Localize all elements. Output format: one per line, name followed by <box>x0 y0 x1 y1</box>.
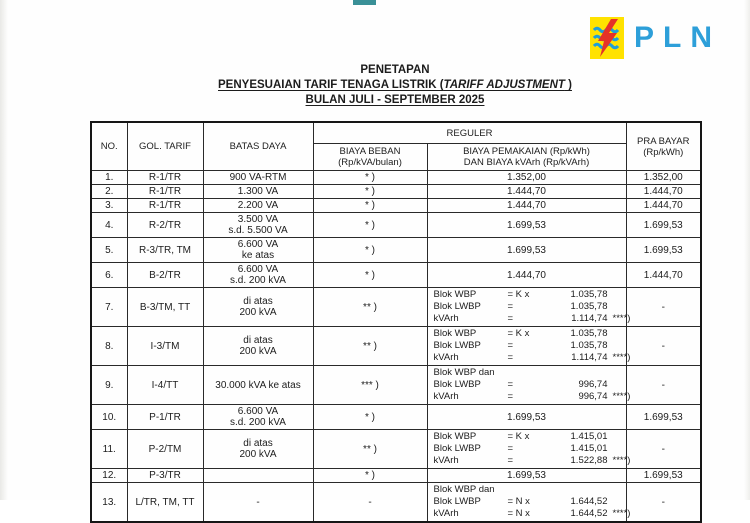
table-row <box>91 469 701 483</box>
blok-value: 1.035,78 <box>570 328 608 339</box>
header-biaya-pemakaian-line2: DAN BIAYA kVArh (Rp/kVArh) <box>463 157 590 168</box>
table-row <box>91 199 701 213</box>
blok-note: ****) <box>612 455 631 466</box>
blok-value: 1.035,78 <box>570 340 608 351</box>
cell-batas-daya <box>203 430 313 469</box>
tariff-table <box>90 121 702 523</box>
cell-batas-daya <box>203 327 313 366</box>
cell-no: 10. <box>91 405 127 430</box>
header-biaya-beban-line2: (Rp/kVA/bulan) <box>338 157 402 168</box>
cell-biaya-pemakaian <box>427 483 631 523</box>
blok-operator: = <box>507 301 514 312</box>
cell-batas-daya <box>203 263 313 288</box>
cell-no: 11. <box>91 430 127 469</box>
blok-operator <box>508 484 550 496</box>
batas-daya-line: di atas <box>243 438 273 449</box>
batas-daya-line <box>206 470 311 481</box>
blok-operator: = <box>507 313 514 324</box>
blok-operator: = <box>507 391 514 402</box>
cell-gol-tarif: R-1/TR <box>127 171 203 185</box>
scan-edge-left <box>0 0 8 500</box>
blok-operator <box>508 367 550 379</box>
batas-daya-line: s.d. 200 kVA <box>230 275 286 286</box>
blok-tarif-line <box>434 301 624 313</box>
cell-batas-daya <box>203 469 313 483</box>
blok-value: 996,74 <box>578 379 608 390</box>
cell-biaya-beban: * ) <box>313 199 427 213</box>
title-line-1: PENETAPAN <box>360 64 430 76</box>
cell-pra-bayar: 1.699,53 <box>626 405 701 430</box>
batas-daya-line: 6.600 VA <box>237 264 279 275</box>
cell-no: 3. <box>91 199 127 213</box>
title-line-2-italic: TARIFF ADJUSTMENT <box>443 79 565 91</box>
cell-no: 2. <box>91 185 127 199</box>
blok-value: 1.035,78 <box>570 301 608 312</box>
cell-biaya-pemakaian <box>427 327 631 366</box>
title-line-2 <box>90 78 700 93</box>
cell-no: 8. <box>91 327 127 366</box>
document-title-block <box>90 63 700 108</box>
cell-batas-daya <box>203 199 313 213</box>
cell-pra-bayar: - <box>626 366 701 405</box>
blok-operator: = <box>507 352 514 363</box>
blok-label: Blok WBP dan <box>433 367 495 378</box>
table-row <box>91 185 701 199</box>
blok-note: ****) <box>612 391 631 402</box>
pln-logo <box>590 17 721 59</box>
cell-batas-daya <box>203 405 313 430</box>
blok-operator: = K x <box>507 289 530 300</box>
table-row <box>91 171 701 185</box>
batas-daya-line: 6.600 VA <box>237 406 279 417</box>
batas-daya-line: s.d. 5.500 VA <box>228 225 288 236</box>
cell-batas-daya <box>203 171 313 185</box>
cell-pra-bayar: 1.699,53 <box>626 213 701 238</box>
blok-label: Blok LWBP <box>433 301 481 312</box>
batas-daya-line: 200 kVA <box>239 346 277 357</box>
blok-label: Blok LWBP <box>433 379 481 390</box>
cell-pra-bayar: 1.444,70 <box>626 263 701 288</box>
blok-tarif-line <box>434 328 624 340</box>
blok-label: Blok WBP <box>433 431 477 442</box>
batas-daya-line: 6.600 VA <box>237 239 279 250</box>
blok-operator: = N x <box>507 508 530 519</box>
table-row <box>91 288 701 327</box>
header-biaya-pemakaian-line1: BIAYA PEMAKAIAN (Rp/kWh) <box>463 146 590 157</box>
cell-biaya-beban: * ) <box>313 213 427 238</box>
cell-gol-tarif: I-4/TT <box>127 366 203 405</box>
title-line-2-suffix: ) <box>564 79 572 91</box>
blok-operator: = K x <box>507 328 530 339</box>
cell-biaya-pemakaian <box>427 366 631 405</box>
blok-tarif-line <box>434 289 624 301</box>
header-biaya-beban-line1: BIAYA BEBAN <box>339 146 401 157</box>
cell-biaya-beban: * ) <box>313 263 427 288</box>
cell-batas-daya <box>203 366 313 405</box>
blok-tarif-line <box>433 391 631 403</box>
blok-tarif-line <box>433 508 631 520</box>
blok-tarif-line <box>433 313 631 325</box>
cell-biaya-beban: * ) <box>313 171 427 185</box>
cell-no: 6. <box>91 263 127 288</box>
cell-no: 12. <box>91 469 127 483</box>
cell-gol-tarif: R-1/TR <box>127 185 203 199</box>
blok-value: 1.644,52 <box>570 508 608 519</box>
tariff-table-header <box>91 122 701 171</box>
cell-biaya-pemakaian <box>427 430 631 469</box>
blok-label: Blok WBP <box>433 289 477 300</box>
cell-pra-bayar: 1.699,53 <box>626 238 701 263</box>
title-line-3: BULAN JULI - SEPTEMBER 2025 <box>305 94 485 106</box>
header-reguler: REGULER <box>313 122 626 144</box>
cell-batas-daya <box>203 213 313 238</box>
batas-daya-line: 30.000 kVA ke atas <box>215 379 301 391</box>
cell-pra-bayar: 1.352,00 <box>626 171 701 185</box>
cell-pra-bayar: 1.444,70 <box>626 199 701 213</box>
batas-daya-line: s.d. 200 kVA <box>230 417 286 428</box>
pln-logo-icon <box>590 17 624 59</box>
blok-label: kVArh <box>433 508 459 519</box>
batas-daya-line: di atas <box>243 296 273 307</box>
cell-biaya-pemakaian: 1.352,00 <box>427 171 626 185</box>
batas-daya-line: - <box>256 496 260 508</box>
batas-daya-line: 1.300 VA <box>237 186 279 197</box>
table-row <box>91 366 701 405</box>
blok-operator: = <box>507 340 514 351</box>
cell-pra-bayar: - <box>626 288 701 327</box>
batas-daya-line: 900 VA-RTM <box>229 172 287 183</box>
blok-tarif-line <box>434 340 624 352</box>
table-row <box>91 483 701 523</box>
blok-note: ****) <box>612 352 631 363</box>
blok-note: ****) <box>612 313 631 324</box>
blok-value: 1.114,74 <box>571 352 608 363</box>
cell-no: 13. <box>91 483 127 523</box>
batas-daya-line: 200 kVA <box>239 449 277 460</box>
cell-biaya-beban: *** ) <box>313 366 427 405</box>
blok-value: 1.644,52 <box>570 496 608 507</box>
cell-pra-bayar: - <box>626 327 701 366</box>
header-biaya-pemakaian <box>427 144 626 171</box>
blok-label: kVArh <box>433 313 459 324</box>
blok-tarif-line <box>434 496 624 508</box>
batas-daya-line: ke atas <box>241 250 275 261</box>
blok-label: Blok LWBP <box>433 340 481 351</box>
cell-biaya-beban: * ) <box>313 405 427 430</box>
blok-value: 1.415,01 <box>570 443 608 454</box>
header-gol-tarif: GOL. TARIF <box>127 122 203 171</box>
pln-logo-text: PLN <box>634 21 721 54</box>
header-pra-bayar-line2: (Rp/kWh) <box>643 146 684 158</box>
blok-tarif-line <box>433 455 631 467</box>
cell-no: 4. <box>91 213 127 238</box>
cell-biaya-pemakaian: 1.699,53 <box>427 213 626 238</box>
blok-tarif-line <box>434 367 624 379</box>
cell-gol-tarif: R-3/TR, TM <box>127 238 203 263</box>
cell-biaya-pemakaian: 1.699,53 <box>427 469 626 483</box>
cell-no: 5. <box>91 238 127 263</box>
cell-batas-daya <box>203 238 313 263</box>
cell-biaya-pemakaian: 1.699,53 <box>427 405 626 430</box>
cell-gol-tarif: P-1/TR <box>127 405 203 430</box>
blok-operator: = <box>507 443 514 454</box>
cell-gol-tarif: R-2/TR <box>127 213 203 238</box>
blok-tarif-line <box>434 431 624 443</box>
lightning-waves-icon <box>590 17 624 59</box>
batas-daya-line: 200 kVA <box>239 307 277 318</box>
cell-biaya-pemakaian: 1.444,70 <box>427 263 626 288</box>
cell-biaya-beban: ** ) <box>313 327 427 366</box>
cell-gol-tarif: L/TR, TM, TT <box>127 483 203 523</box>
cell-gol-tarif: R-1/TR <box>127 199 203 213</box>
cell-pra-bayar: - <box>626 430 701 469</box>
table-row <box>91 238 701 263</box>
blok-operator: = K x <box>507 431 530 442</box>
blok-tarif-line <box>434 484 624 496</box>
scan-edge-right <box>744 0 750 500</box>
batas-daya-line: di atas <box>243 335 273 346</box>
blok-label: Blok LWBP <box>433 443 481 454</box>
cell-biaya-beban: - <box>313 483 427 523</box>
header-batas-daya: BATAS DAYA <box>203 122 313 171</box>
cell-biaya-beban: ** ) <box>313 430 427 469</box>
table-row <box>91 213 701 238</box>
cell-no: 1. <box>91 171 127 185</box>
cell-biaya-beban: * ) <box>313 469 427 483</box>
blok-operator: = <box>507 455 514 466</box>
cell-pra-bayar: - <box>626 483 701 523</box>
table-row <box>91 327 701 366</box>
blok-value: 996,74 <box>578 391 608 402</box>
cell-biaya-beban: ** ) <box>313 288 427 327</box>
cell-no: 7. <box>91 288 127 327</box>
blok-label: Blok WBP dan <box>433 484 495 495</box>
table-row <box>91 430 701 469</box>
blok-operator: = <box>507 379 514 390</box>
header-pra-bayar <box>626 122 701 171</box>
tariff-table-body <box>91 171 701 523</box>
cell-gol-tarif: B-2/TR <box>127 263 203 288</box>
cell-pra-bayar: 1.699,53 <box>626 469 701 483</box>
blok-value <box>550 367 608 379</box>
scan-artifact-mark <box>353 0 376 5</box>
blok-value: 1.522,88 <box>570 455 608 466</box>
cell-biaya-pemakaian: 1.699,53 <box>427 238 626 263</box>
blok-value: 1.415,01 <box>570 431 608 442</box>
blok-tarif-line <box>434 443 624 455</box>
cell-biaya-pemakaian <box>427 288 631 327</box>
blok-value: 1.035,78 <box>570 289 608 300</box>
cell-gol-tarif: B-3/TM, TT <box>127 288 203 327</box>
table-row <box>91 405 701 430</box>
blok-label: Blok LWBP <box>433 496 481 507</box>
cell-biaya-pemakaian: 1.444,70 <box>427 185 626 199</box>
header-no: NO. <box>91 122 127 171</box>
batas-daya-line: 2.200 VA <box>237 200 279 211</box>
cell-pra-bayar: 1.444,70 <box>626 185 701 199</box>
blok-tarif-line <box>433 352 631 364</box>
cell-gol-tarif: P-2/TM <box>127 430 203 469</box>
header-pra-bayar-line1: PRA BAYAR <box>637 135 690 147</box>
blok-note: ****) <box>612 508 631 519</box>
blok-operator: = N x <box>507 496 530 507</box>
cell-gol-tarif: P-3/TR <box>127 469 203 483</box>
blok-label: Blok WBP <box>433 328 477 339</box>
cell-gol-tarif: I-3/TM <box>127 327 203 366</box>
blok-value: 1.114,74 <box>571 313 608 324</box>
cell-biaya-beban: * ) <box>313 238 427 263</box>
cell-biaya-pemakaian: 1.444,70 <box>427 199 626 213</box>
cell-no: 9. <box>91 366 127 405</box>
header-biaya-beban <box>313 144 427 171</box>
blok-label: kVArh <box>433 352 459 363</box>
blok-tarif-line <box>434 379 624 391</box>
table-row <box>91 263 701 288</box>
blok-label: kVArh <box>433 391 459 402</box>
cell-biaya-beban: * ) <box>313 185 427 199</box>
title-line-2-prefix: PENYESUAIAN TARIF TENAGA LISTRIK ( <box>218 79 444 91</box>
cell-batas-daya <box>203 288 313 327</box>
blok-value <box>550 484 608 496</box>
cell-batas-daya <box>203 185 313 199</box>
cell-batas-daya <box>203 483 313 523</box>
batas-daya-line: 3.500 VA <box>237 214 279 225</box>
blok-label: kVArh <box>433 455 459 466</box>
